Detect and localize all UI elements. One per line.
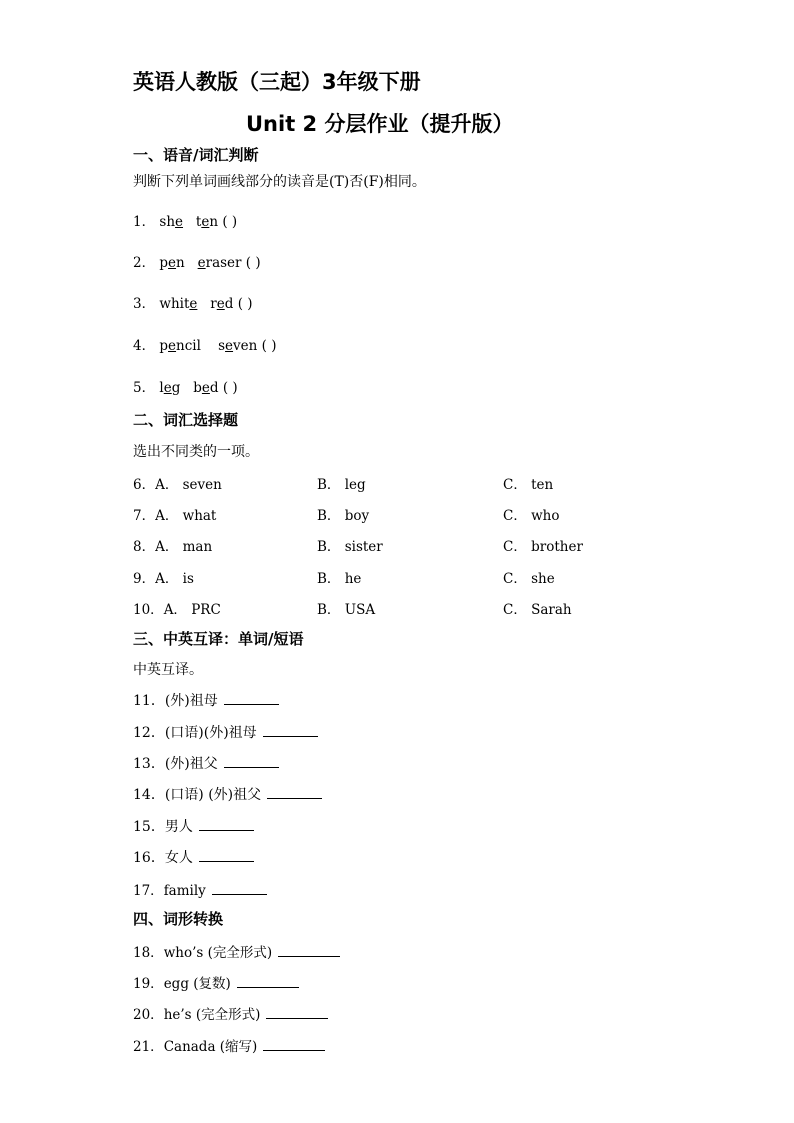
- question-12: 12．(口语)(外)祖母: [133, 722, 318, 742]
- question-16: 16．女人: [133, 847, 254, 867]
- option-a[interactable]: A． PRC: [163, 602, 221, 618]
- question-2: 2． pen eraser ( ): [133, 255, 261, 271]
- option-c[interactable]: C． she: [503, 571, 555, 587]
- option-b[interactable]: B． boy: [317, 508, 370, 524]
- option-b[interactable]: B． he: [317, 571, 362, 587]
- option-a[interactable]: A． what: [155, 508, 217, 524]
- answer-paren[interactable]: ( ): [245, 255, 261, 271]
- question-15: 15．男人: [133, 816, 254, 836]
- answer-blank[interactable]: [199, 818, 254, 831]
- section-1-heading: 一、语音/词汇判断: [133, 146, 259, 164]
- option-c[interactable]: C． brother: [503, 539, 583, 555]
- answer-blank[interactable]: [237, 975, 299, 988]
- worksheet-subtitle: Unit 2 分层作业（提升版）: [246, 112, 514, 136]
- question-4: 4． pencil seven ( ): [133, 338, 277, 354]
- option-a[interactable]: A． is: [155, 571, 194, 587]
- question-19: 19．egg (复数): [133, 972, 299, 992]
- answer-blank[interactable]: [212, 882, 267, 895]
- question-6: 6．A． seven: [133, 477, 222, 493]
- answer-blank[interactable]: [266, 1006, 328, 1019]
- question-18: 18．who’s (完全形式): [133, 941, 340, 961]
- question-9: 9．A． is: [133, 571, 194, 587]
- section-3-heading: 三、中英互译：单词/短语: [133, 630, 304, 648]
- option-b[interactable]: B． sister: [317, 539, 383, 555]
- worksheet-title: 英语人教版（三起）3年级下册: [133, 70, 421, 94]
- option-b[interactable]: B． USA: [317, 602, 376, 618]
- answer-blank[interactable]: [224, 692, 279, 705]
- question-1: 1． she ten ( ): [133, 214, 238, 230]
- question-20: 20．he’s (完全形式): [133, 1003, 328, 1023]
- option-b[interactable]: B． leg: [317, 477, 366, 493]
- question-11: 11．(外)祖母: [133, 690, 279, 710]
- answer-blank[interactable]: [263, 1038, 325, 1051]
- answer-blank[interactable]: [224, 755, 279, 768]
- option-c[interactable]: C． who: [503, 508, 560, 524]
- option-c[interactable]: C． Sarah: [503, 602, 572, 618]
- section-2-instruction: 选出不同类的一项。: [133, 444, 259, 460]
- answer-blank[interactable]: [263, 724, 318, 737]
- option-c[interactable]: C． ten: [503, 477, 554, 493]
- section-3-instruction: 中英互译。: [133, 662, 203, 678]
- answer-paren[interactable]: ( ): [222, 380, 238, 396]
- question-7: 7．A． what: [133, 508, 217, 524]
- question-13: 13．(外)祖父: [133, 753, 279, 773]
- answer-paren[interactable]: ( ): [261, 338, 277, 354]
- option-a[interactable]: A． man: [155, 539, 213, 555]
- section-4-heading: 四、词形转换: [133, 910, 224, 928]
- option-a[interactable]: A． seven: [155, 477, 222, 493]
- question-8: 8．A． man: [133, 539, 213, 555]
- section-1-instruction: 判断下列单词画线部分的读音是(T)否(F)相同。: [133, 174, 426, 190]
- answer-blank[interactable]: [278, 944, 340, 957]
- answer-paren[interactable]: ( ): [237, 296, 253, 312]
- question-10: 10．A． PRC: [133, 602, 221, 618]
- question-5: 5． leg bed ( ): [133, 380, 238, 396]
- answer-blank[interactable]: [267, 786, 322, 799]
- question-17: 17．family: [133, 879, 267, 899]
- section-2-heading: 二、词汇选择题: [133, 411, 239, 429]
- answer-blank[interactable]: [199, 849, 254, 862]
- question-14: 14．(口语) (外)祖父: [133, 784, 322, 804]
- question-21: 21．Canada (缩写): [133, 1035, 325, 1055]
- question-3: 3． white red ( ): [133, 296, 253, 312]
- answer-paren[interactable]: ( ): [222, 214, 238, 230]
